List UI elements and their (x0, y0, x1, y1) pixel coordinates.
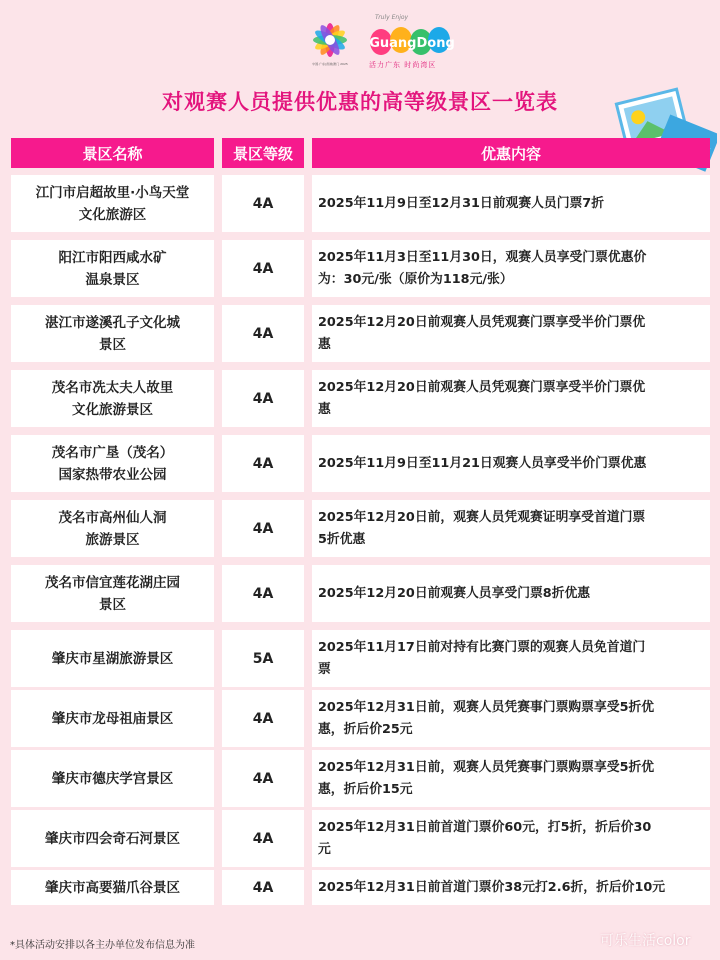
offer-line: 2025年11月17日前对持有比赛门票的观赛人员免首道门 (318, 639, 646, 655)
table-cell-offer (312, 370, 710, 427)
scenic-name-line: 湛江市遂溪孔子文化城 (45, 314, 180, 331)
offer-line: 元 (318, 841, 331, 857)
table-cell-level: 4A (222, 175, 304, 232)
footnote: *具体活动安排以各主办单位发布信息为准 (10, 940, 195, 951)
table-cell-scenic-name (11, 750, 214, 807)
scenic-name-line: 肇庆市龙母祖庙景区 (51, 710, 174, 727)
table-cell-offer (312, 175, 710, 232)
scenic-name-line: 茂名市冼太夫人故里 (51, 379, 174, 396)
table-cell-scenic-name (11, 500, 214, 557)
scenic-name-line: 江门市启超故里·小鸟天堂 (35, 184, 190, 201)
offer-line: 2025年12月20日前，观赛人员凭观赛证明享受首道门票 (318, 509, 646, 525)
table-cell-level: 4A (222, 565, 304, 622)
table-cell-scenic-name (11, 630, 214, 687)
scenic-name-line: 肇庆市四会奇石河景区 (45, 830, 180, 847)
table-cell-scenic-name (11, 305, 214, 362)
table-cell-scenic-name (11, 370, 214, 427)
offer-line: 惠 (318, 336, 331, 352)
table-cell-offer (312, 690, 710, 747)
table-cell-level: 4A (222, 435, 304, 492)
table-cell-scenic-name (11, 175, 214, 232)
gd-slogan: 活力广东 时尚湾区 (369, 61, 437, 69)
column-header-offer: 优惠内容 (312, 138, 710, 168)
offer-line: 2025年12月20日前观赛人员凭观赛门票享受半价门票优 (318, 379, 646, 395)
watermark: 可乐生活color (600, 933, 691, 949)
offer-line: 2025年12月20日前观赛人员享受门票8折优惠 (318, 585, 591, 601)
table-cell-level: 4A (222, 240, 304, 297)
table-cell-level: 4A (222, 810, 304, 867)
offer-line: 2025年11月9日至12月31日前观赛人员门票7折 (318, 195, 605, 211)
table-cell-level: 4A (222, 305, 304, 362)
scenic-name-line: 肇庆市高要猫爪谷景区 (45, 879, 180, 896)
scenic-name-line: 茂名市高州仙人洞 (58, 509, 167, 526)
column-header-level: 景区等级 (222, 138, 304, 168)
guangdong-wordmark (367, 22, 457, 62)
table-cell-offer (312, 305, 710, 362)
table-cell-level: 4A (222, 500, 304, 557)
offer-line: 2025年11月3日至11月30日，观赛人员享受门票优惠价 (318, 249, 647, 265)
scenic-name-line: 肇庆市德庆学宫景区 (51, 770, 174, 787)
table-cell-scenic-name (11, 870, 214, 905)
table-cell-scenic-name (11, 435, 214, 492)
scenic-name-line: 景区 (99, 336, 126, 353)
table-cell-level: 4A (222, 870, 304, 905)
scenic-name-line: 肇庆市星湖旅游景区 (51, 650, 174, 667)
table-cell-scenic-name (11, 565, 214, 622)
offer-line: 5折优惠 (318, 531, 366, 547)
logo-caption: 中国·广东|香港|澳门 2025 (312, 62, 348, 66)
table-cell-level: 5A (222, 630, 304, 687)
table-cell-scenic-name (11, 690, 214, 747)
logo-group (305, 12, 460, 74)
header (0, 0, 720, 135)
offer-line: 为：30元/张（原价为118元/张） (318, 271, 513, 287)
guangdong-logo (367, 14, 457, 74)
table-cell-offer (312, 435, 710, 492)
offer-line: 票 (318, 661, 331, 677)
offer-line: 2025年12月31日前，观赛人员凭赛事门票购票享受5折优 (318, 699, 655, 715)
table-cell-offer (312, 870, 710, 905)
offer-line: 惠 (318, 401, 331, 417)
table-cell-offer (312, 810, 710, 867)
table-cell-offer (312, 565, 710, 622)
gd-logo-text: GuangDong (369, 36, 455, 51)
column-header-scenic-name: 景区名称 (11, 138, 214, 168)
table-cell-level: 4A (222, 690, 304, 747)
offer-line: 2025年12月31日前首道门票价60元，打5折，折后价30 (318, 819, 652, 835)
offer-line: 2025年11月9日至11月21日观赛人员享受半价门票优惠 (318, 455, 647, 471)
offer-line: 2025年12月31日前首道门票价38元打2.6折，折后价10元 (318, 879, 666, 895)
page-title: 对观赛人员提供优惠的高等级景区一览表 (162, 90, 558, 114)
offer-line: 2025年12月20日前观赛人员凭观赛门票享受半价门票优 (318, 314, 646, 330)
scenic-name-line: 旅游景区 (85, 531, 140, 548)
table-cell-offer (312, 750, 710, 807)
table-cell-offer (312, 500, 710, 557)
offer-line: 惠，折后价25元 (318, 721, 413, 737)
scenic-name-line: 茂名市信宜莲花湖庄园 (45, 574, 180, 591)
table-cell-level: 4A (222, 370, 304, 427)
scenic-name-line: 茂名市广垦（茂名） (51, 444, 174, 461)
scenic-name-line: 温泉景区 (85, 271, 140, 288)
table-cell-scenic-name (11, 240, 214, 297)
table-cell-scenic-name (11, 810, 214, 867)
offer-line: 惠，折后价15元 (318, 781, 413, 797)
scenic-name-line: 阳江市阳西咸水矿 (58, 249, 167, 266)
table-cell-offer (312, 630, 710, 687)
gd-tagline: Truly Enjoy (375, 14, 409, 21)
offer-line: 2025年12月31日前，观赛人员凭赛事门票购票享受5折优 (318, 759, 655, 775)
scenic-name-line: 国家热带农业公园 (58, 466, 167, 483)
table-cell-offer (312, 240, 710, 297)
table-cell-level: 4A (222, 750, 304, 807)
scenic-name-line: 文化旅游区 (78, 206, 147, 223)
scenic-name-line: 文化旅游景区 (72, 401, 153, 418)
scenic-name-line: 景区 (99, 596, 126, 613)
